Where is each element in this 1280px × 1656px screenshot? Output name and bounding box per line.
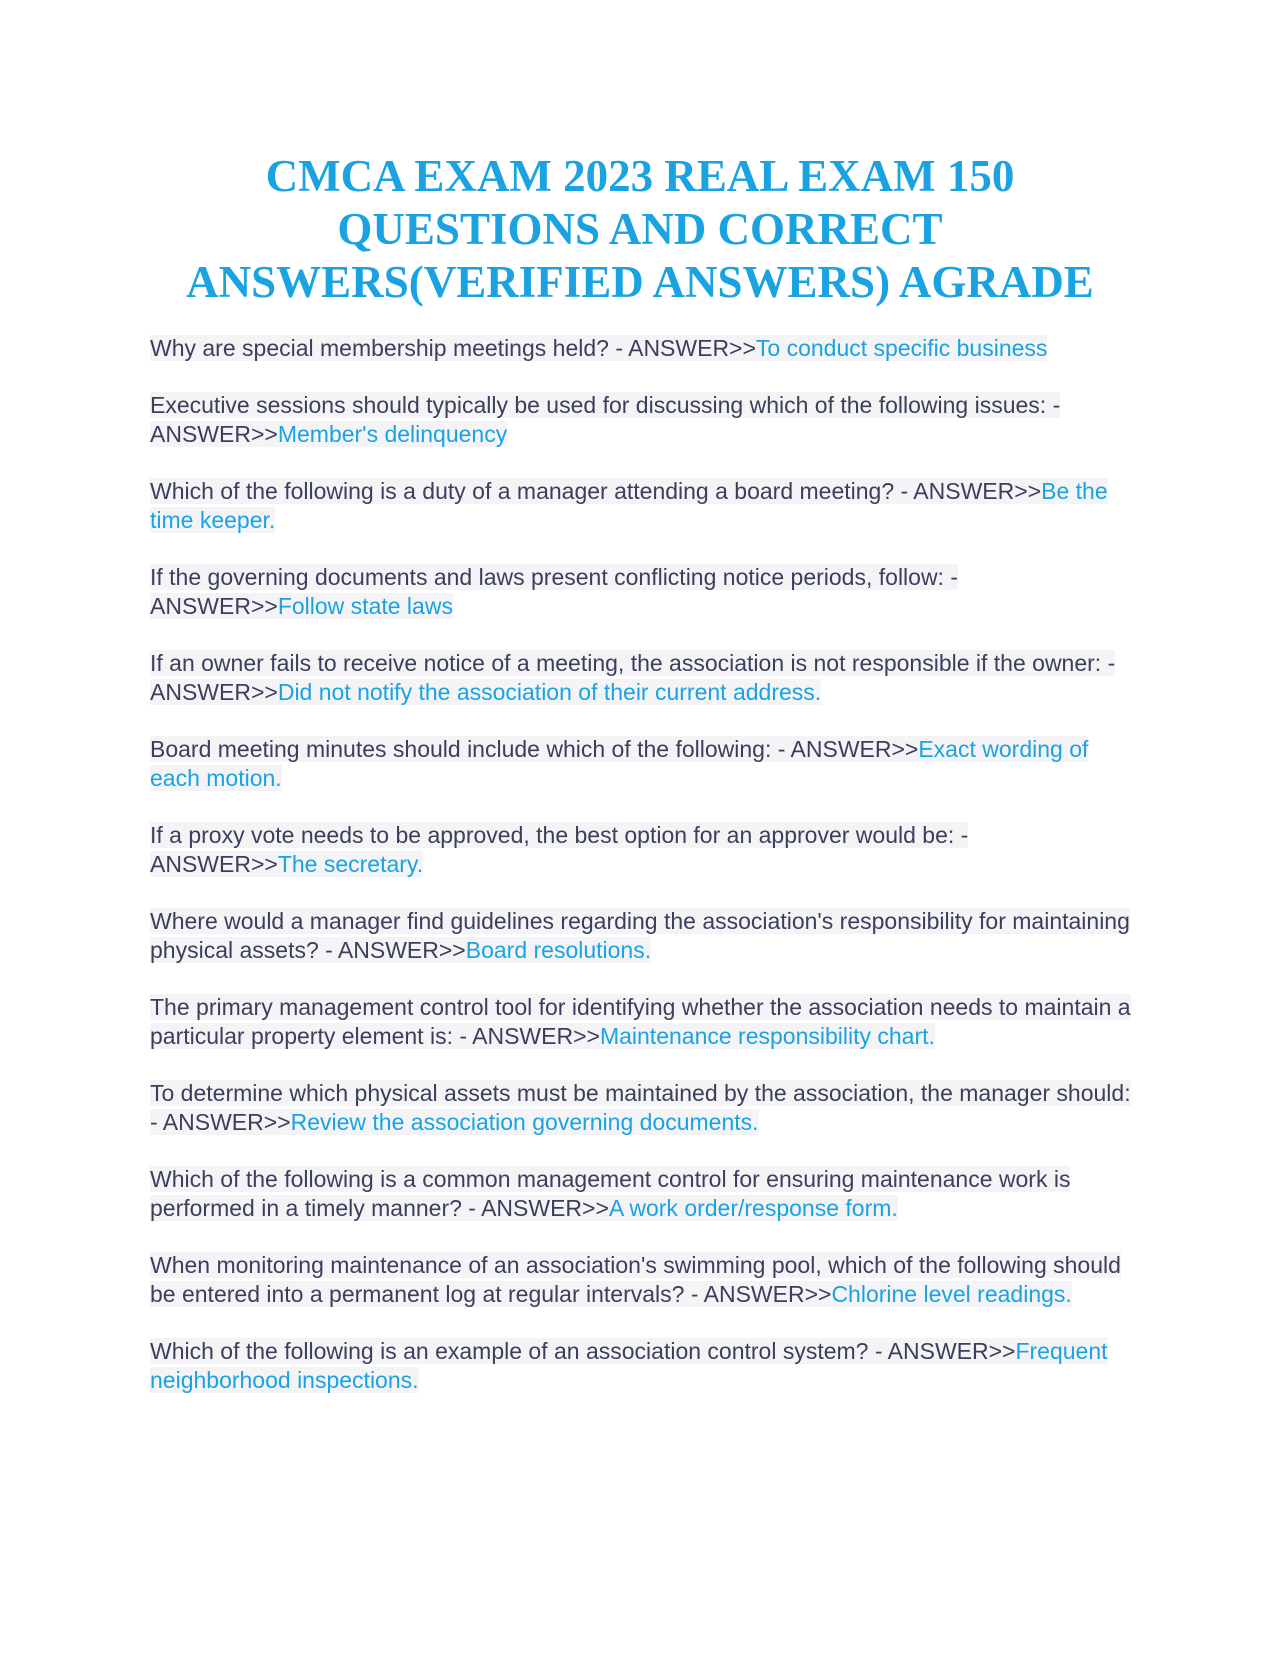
question-text: Where would a manager find guidelines regarding the association's responsibility for maintaining physical assets? [150,908,1130,963]
qa-item [150,391,1140,449]
answer-text: Did not notify the association of their current address. [277,679,822,705]
question-text: If a proxy vote needs to be approved, the best option for an approver would be: [150,822,955,848]
answer-label: - ANSWER>> [608,335,756,361]
qa-item [150,649,1140,707]
qa-list [150,334,1140,1423]
answer-label: - ANSWER>> [461,1195,609,1221]
answer-text: Frequent neighborhood inspections. [150,1338,1108,1393]
qa-item [150,821,1140,879]
question-text: The primary management control tool for identifying whether the association needs to maintain a particular property element is: [150,994,1131,1049]
qa-item [150,735,1140,793]
qa-item [150,1079,1140,1137]
question-text: Why are special membership meetings held? [150,335,609,361]
answer-label: - ANSWER>> [452,1023,600,1049]
question-text: Which of the following is a common management control for ensuring maintenance work is performed in a timely manner? [150,1166,1071,1221]
question-text: If the governing documents and laws present conflicting notice periods, follow: [150,564,944,590]
answer-text: Member's delinquency [277,421,508,447]
answer-text: Maintenance responsibility chart. [599,1023,935,1049]
qa-item [150,993,1140,1051]
qa-item [150,563,1140,621]
question-text: To determine which physical assets must be maintained by the association, the manager should: [150,1080,1131,1106]
answer-label: - ANSWER>> [150,822,969,877]
question-text: If an owner fails to receive notice of a meeting, the association is not responsible if the owner: [150,650,1102,676]
answer-text: Exact wording of each motion. [150,736,1089,791]
answer-label: - ANSWER>> [894,478,1042,504]
answer-text: To conduct specific business [755,335,1048,361]
answer-text: The secretary. [277,851,424,877]
question-text: Board meeting minutes should include which of the following: [150,736,772,762]
question-text: Executive sessions should typically be used for discussing which of the following issues: [150,392,1047,418]
qa-item [150,477,1140,535]
qa-item [150,1165,1140,1223]
answer-label: - ANSWER>> [868,1338,1016,1364]
answer-text: Board resolutions. [465,937,652,963]
qa-item [150,907,1140,965]
question-text: When monitoring maintenance of an association's swimming pool, which of the following should be entered into a permanent log at regular intervals? [150,1252,1121,1307]
answer-text: Be the time keeper. [150,478,1108,533]
question-text: Which of the following is an example of an association control system? [150,1338,869,1364]
qa-item [150,1251,1140,1309]
answer-text: Review the association governing documents. [290,1109,759,1135]
answer-text: A work order/response form. [608,1195,898,1221]
answer-text: Follow state laws [277,593,453,619]
answer-label: - ANSWER>> [150,650,1116,705]
question-text: Which of the following is a duty of a manager attending a board meeting? [150,478,895,504]
answer-text: Chlorine level readings. [831,1281,1072,1307]
qa-item [150,1337,1140,1395]
answer-label: - ANSWER>> [318,937,466,963]
answer-label: - ANSWER>> [150,564,959,619]
answer-label: - ANSWER>> [684,1281,832,1307]
answer-label: - ANSWER>> [150,392,1061,447]
qa-item [150,334,1140,363]
document-title: CMCA EXAM 2023 REAL EXAM 150 QUESTIONS AND CORRECT ANSWERS(VERIFIED ANSWERS) AGRADE [186,151,1094,307]
answer-label: - ANSWER>> [771,736,919,762]
answer-label: - ANSWER>> [150,1109,291,1135]
